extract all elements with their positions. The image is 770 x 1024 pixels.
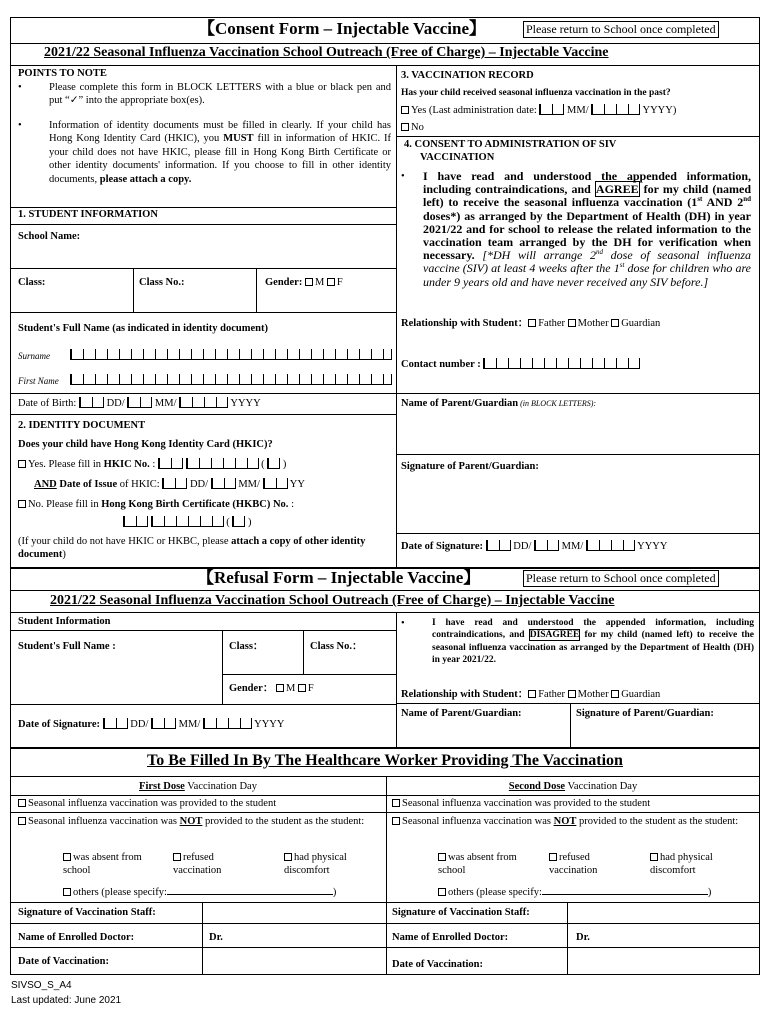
first-refused-checkbox[interactable] xyxy=(173,853,181,861)
first-name-label: First Name xyxy=(18,376,59,386)
consent-date-dd[interactable] xyxy=(486,540,511,551)
refusal-subtitle: 2021/22 Seasonal Influenza Vaccination School Outreach (Free of Charge) – Injectable Vaccine xyxy=(50,593,615,608)
refusal-m-checkbox[interactable] xyxy=(276,684,284,692)
second-provided-row: Seasonal influenza vaccination was provided to the student xyxy=(392,797,650,810)
hkic-yes-checkbox[interactable] xyxy=(18,460,26,468)
refusal-guardian-checkbox[interactable] xyxy=(611,690,619,698)
first-provided-row: Seasonal influenza vaccination was provided to the student xyxy=(18,797,276,810)
record-no-row: No xyxy=(401,121,424,134)
bullet: • xyxy=(18,120,22,131)
section-3-heading: 3. VACCINATION RECORD xyxy=(401,70,534,81)
record-yes-checkbox[interactable] xyxy=(401,106,409,114)
refusal-statement: I have read and understood the appended information, including contraindications, and DISAGREE for my child (named left) to receive the seasonal influenza vaccination as arranged by the Department of Health (DH) in year 2021/22. xyxy=(432,618,754,666)
second-absent-checkbox[interactable] xyxy=(438,853,446,861)
school-name-label: School Name: xyxy=(18,231,81,242)
refusal-class-no-label: Class No.： xyxy=(310,641,363,652)
second-others: others (please specify: ) xyxy=(438,886,711,899)
consent-subtitle: 2021/22 Seasonal Influenza Vaccination School Outreach (Free of Charge) – Injectable Vaccine xyxy=(44,45,609,60)
record-yes-row: Yes (Last administration date: MM/ YYYY) xyxy=(401,104,676,117)
section-4-heading: 4. CONSENT TO ADMINISTRATION OF SIV VACCINATION xyxy=(404,139,617,164)
gender-m-checkbox[interactable] xyxy=(305,278,313,286)
issue-yy[interactable] xyxy=(263,478,288,489)
dob-yyyy[interactable] xyxy=(179,397,228,408)
second-not-provided: Seasonal influenza vaccination was NOT provided to the student as the student: xyxy=(392,815,752,828)
second-not-provided-checkbox[interactable] xyxy=(392,817,400,825)
first-not-provided-checkbox[interactable] xyxy=(18,817,26,825)
refusal-mother-checkbox[interactable] xyxy=(568,690,576,698)
refusal-dd[interactable] xyxy=(103,718,128,729)
refusal-relationship-row: Relationship with Student： Father Mother Guardian xyxy=(401,689,661,700)
first-absent: was absent from school xyxy=(63,852,142,877)
second-absent: was absent from school xyxy=(438,852,517,877)
refusal-gender: Gender： M F xyxy=(229,683,314,694)
hkbc-letters[interactable] xyxy=(123,516,148,527)
first-date-vac: Date of Vaccination: xyxy=(18,956,109,967)
last-updated: Last updated: June 2021 xyxy=(11,995,122,1006)
class-label: Class: xyxy=(18,277,46,288)
relationship-row: Relationship with Student： Father Mother Guardian xyxy=(401,318,661,329)
hkbc-checkbox[interactable] xyxy=(18,500,26,508)
refusal-yyyy[interactable] xyxy=(203,718,252,729)
student-info-label: Student Information xyxy=(18,616,111,627)
point-1: Please complete this form in BLOCK LETTERS with a blue or black pen and put “✓” into the appropriate box(es). xyxy=(49,82,391,107)
dob-dd[interactable] xyxy=(79,397,104,408)
consent-statement: I have read and understood the appended information, including contraindications, and AGREE for my child (named left) to receive the seasonal influenza vaccination (1st AND 2nd doses*) as arranged by the Department of Health (DH) in year 2021/22 and for school to release the related information to the vaccination team arranged by the DH for verification when necessary. [*DH will arrange 2nd dose of seasonal influenza vaccine (SIV) at least 4 weeks after the 1st dose for children who are under 9 years old and have never received any SIV before.] xyxy=(423,169,752,289)
consent-form-title: 【Consent Form – Injectable Vaccine】 xyxy=(198,19,487,38)
bullet: • xyxy=(401,618,405,629)
issue-dd[interactable] xyxy=(162,478,187,489)
second-physical: had physical discomfort xyxy=(650,852,713,877)
consent-date-yyyy[interactable] xyxy=(586,540,635,551)
second-refused: refused vaccination xyxy=(549,852,598,877)
hkic-digits[interactable] xyxy=(186,458,259,469)
refusal-return-note: Please return to School once completed xyxy=(523,570,719,587)
return-note: Please return to School once completed xyxy=(523,21,719,38)
second-sig-staff: Signature of Vaccination Staff: xyxy=(392,907,530,918)
class-no-label: Class No.: xyxy=(139,277,185,288)
mother-checkbox[interactable] xyxy=(568,319,576,327)
parent-name-row: Name of Parent/Guardian (in BLOCK LETTERS): xyxy=(401,398,597,409)
issue-mm[interactable] xyxy=(211,478,236,489)
second-provided-checkbox[interactable] xyxy=(392,799,400,807)
refusal-parent-sig-label: Signature of Parent/Guardian: xyxy=(576,708,714,719)
hkic-check-digit[interactable] xyxy=(267,458,280,469)
first-sig-staff: Signature of Vaccination Staff: xyxy=(18,907,156,918)
first-name-boxes[interactable] xyxy=(70,374,392,385)
refusal-date-row: Date of Signature: DD/ MM/ YYYY xyxy=(18,719,285,730)
healthcare-title: To Be Filled In By The Healthcare Worker Providing The Vaccination xyxy=(147,752,623,769)
form-code: SIVSO_S_A4 xyxy=(11,980,72,991)
refusal-f-checkbox[interactable] xyxy=(298,684,306,692)
second-dose-header: Second Dose Vaccination Day xyxy=(508,781,638,792)
first-others: others (please specify: ) xyxy=(63,886,336,899)
second-physical-checkbox[interactable] xyxy=(650,853,658,861)
bullet: • xyxy=(401,171,405,182)
refusal-mm[interactable] xyxy=(151,718,176,729)
hkic-yes-row: Yes. Please fill in HKIC No. : ( ) xyxy=(18,458,286,471)
first-dose-header: First Dose Vaccination Day xyxy=(139,781,257,792)
refusal-full-name-label: Student's Full Name : xyxy=(18,641,116,652)
consent-date-row: Date of Signature: DD/ MM/ YYYY xyxy=(401,541,668,552)
hkbc-boxes-row: ( ) xyxy=(123,516,252,529)
section-2-heading: 2. IDENTITY DOCUMENT xyxy=(18,420,146,431)
father-checkbox[interactable] xyxy=(528,319,536,327)
record-no-checkbox[interactable] xyxy=(401,123,409,131)
hkic-letters[interactable] xyxy=(158,458,183,469)
dob-mm[interactable] xyxy=(127,397,152,408)
record-yyyy[interactable] xyxy=(591,104,640,115)
second-date-vac: Date of Vaccination: xyxy=(392,959,483,970)
hkbc-check-digit[interactable] xyxy=(232,516,245,527)
second-refused-checkbox[interactable] xyxy=(549,853,557,861)
contact-boxes[interactable] xyxy=(483,358,640,369)
refusal-form-title: 【Refusal Form – Injectable Vaccine】 xyxy=(197,568,481,587)
contact-row: Contact number : xyxy=(401,358,640,371)
surname-boxes[interactable] xyxy=(70,349,392,360)
first-physical: had physical discomfort xyxy=(284,852,347,877)
first-refused: refused vaccination xyxy=(173,852,222,877)
first-absent-checkbox[interactable] xyxy=(63,853,71,861)
guardian-checkbox[interactable] xyxy=(611,319,619,327)
point-2: Information of identity documents must be filled in clearly. If your child has Hong Kong Identity Card (HKIC), you MUST fill in information of HKIC. If your child does not have HKIC, please fill in Hong Kong Birth Certificate or other identity documents' information. If you choose to fill in other identity documents, please attach a copy. xyxy=(49,120,391,185)
hkic-question: Does your child have Hong Kong Identity Card (HKIC)? xyxy=(18,439,273,450)
parent-signature-label: Signature of Parent/Guardian: xyxy=(401,461,539,472)
first-others-checkbox[interactable] xyxy=(63,888,71,896)
second-others-checkbox[interactable] xyxy=(438,888,446,896)
second-enrolled-doctor: Name of Enrolled Doctor: xyxy=(392,932,509,943)
bullet: • xyxy=(18,82,22,93)
first-physical-checkbox[interactable] xyxy=(284,853,292,861)
other-id-note: (If your child do not have HKIC or HKBC, please attach a copy of other identity document) xyxy=(18,536,366,561)
surname-label: Surname xyxy=(18,351,50,361)
hkbc-row: No. Please fill in Hong Kong Birth Certificate (HKBC) No. : xyxy=(18,498,294,511)
gender-f-checkbox[interactable] xyxy=(327,278,335,286)
refusal-parent-name-label: Name of Parent/Guardian: xyxy=(401,708,522,719)
vaccination-record-question: Has your child received seasonal influenza vaccination in the past? xyxy=(401,88,671,98)
gender-field: Gender: M F xyxy=(265,277,343,288)
consent-date-mm[interactable] xyxy=(534,540,559,551)
hkbc-digits[interactable] xyxy=(151,516,224,527)
first-not-provided: Seasonal influenza vaccination was NOT provided to the student as the student: xyxy=(18,815,378,828)
hkic-issue-row: AND Date of Issue of HKIC: DD/ MM/ YY xyxy=(34,479,305,490)
first-enrolled-doctor: Name of Enrolled Doctor: xyxy=(18,932,135,943)
refusal-father-checkbox[interactable] xyxy=(528,690,536,698)
record-dd[interactable] xyxy=(539,104,564,115)
full-name-label: Student's Full Name (as indicated in identity document) xyxy=(18,323,268,334)
dob-field: Date of Birth: DD/ MM/ YYYY xyxy=(18,398,261,409)
section-1-heading: 1. STUDENT INFORMATION xyxy=(18,209,158,220)
second-dr: Dr. xyxy=(576,932,590,943)
first-provided-checkbox[interactable] xyxy=(18,799,26,807)
points-heading: POINTS TO NOTE xyxy=(18,68,107,79)
refusal-class-label: Class： xyxy=(229,641,264,652)
first-dr: Dr. xyxy=(209,932,223,943)
